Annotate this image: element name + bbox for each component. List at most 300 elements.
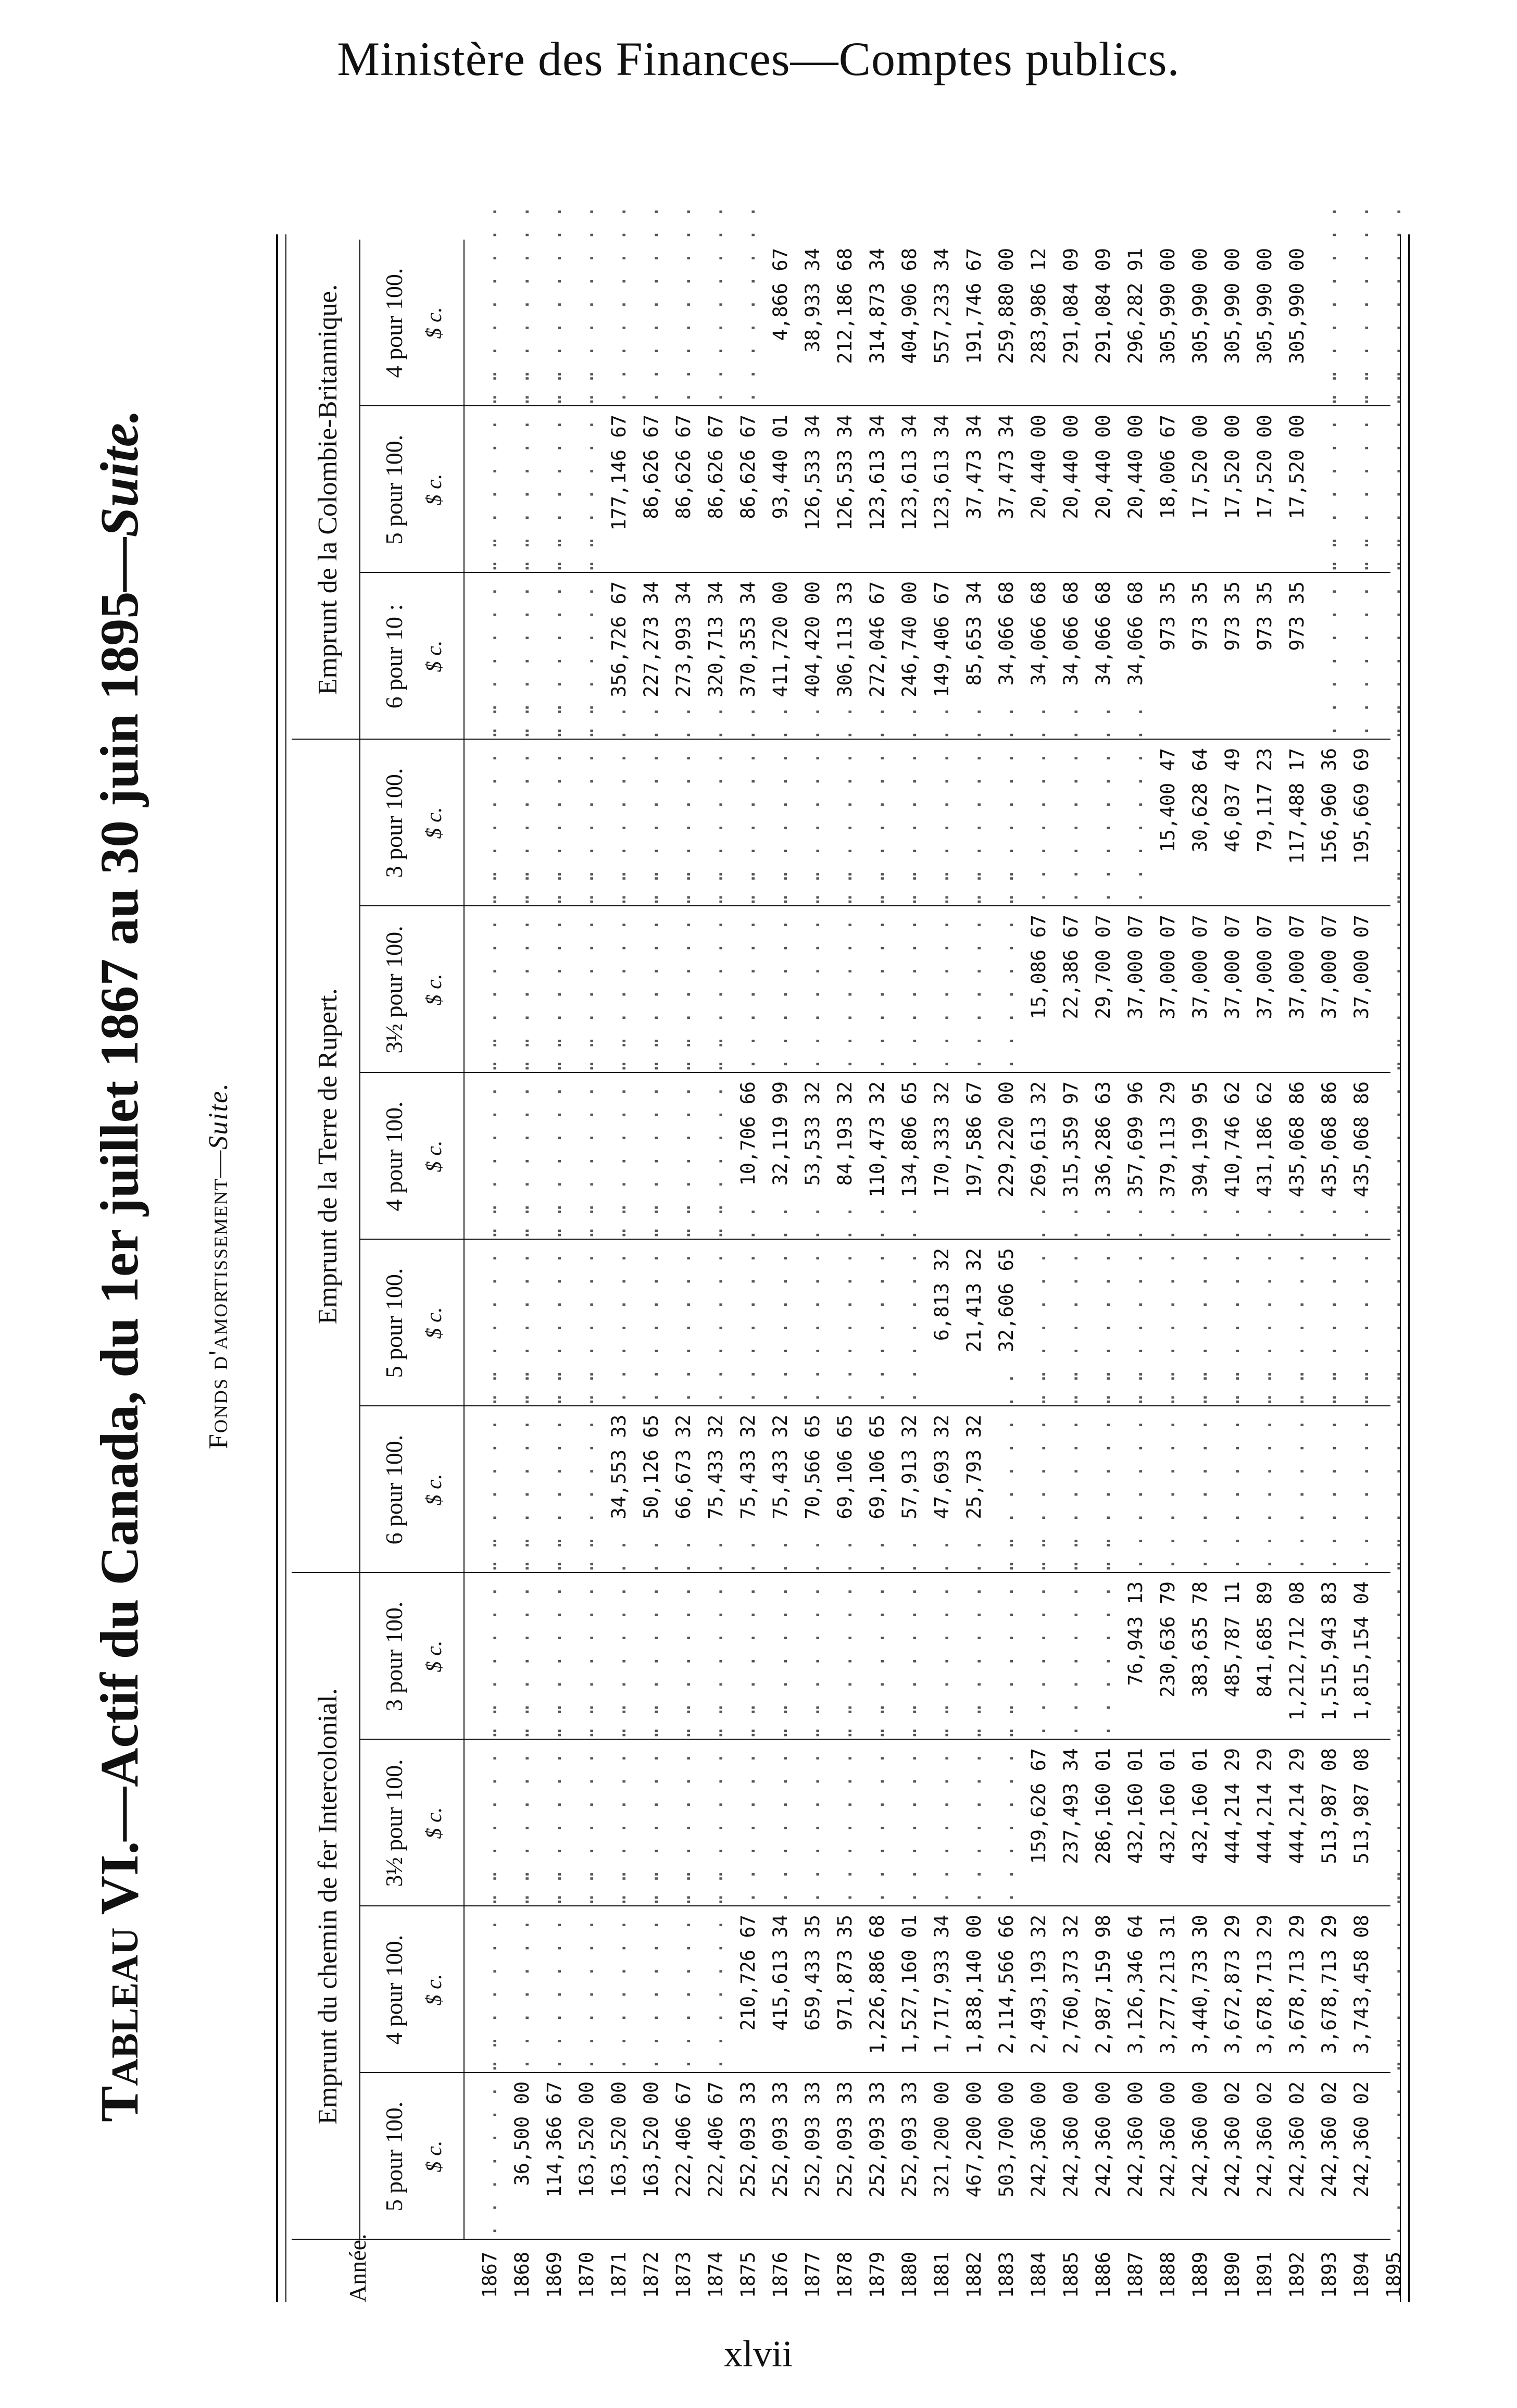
table-cell: . . . . . . . . . bbox=[995, 706, 1018, 903]
table-cell: . . . . . . . . . bbox=[575, 372, 598, 570]
table-cell: . . . . . . . . . bbox=[543, 1039, 566, 1237]
table-cell: 252,093 33 bbox=[769, 2081, 792, 2198]
table-cell: 6,813 32 bbox=[931, 1248, 953, 1341]
table-cell: . . . . . . . . . bbox=[1383, 372, 1405, 570]
table-cell: . . . . . . . . . bbox=[1383, 1706, 1405, 1903]
table-cell: . . . . . . . . . bbox=[801, 1706, 824, 1903]
year-cell: 1875 bbox=[737, 2251, 759, 2298]
table-cell: . . . . . . . . . bbox=[963, 1706, 985, 1903]
table-cell: 163,520 00 bbox=[608, 2081, 630, 2198]
title-main: —Actif du Canada, du 1er juillet 1867 au 30 juin 1895— bbox=[90, 537, 149, 1841]
table-cell: 3,126,346 64 bbox=[1124, 1915, 1147, 2054]
table-cell: 410,746 62 bbox=[1221, 1081, 1244, 1197]
table-cell: 415,613 34 bbox=[769, 1915, 792, 2031]
table-cell: . . . . . . . . . bbox=[705, 1206, 727, 1403]
table-cell: . . . . . . . . . bbox=[1027, 1373, 1050, 1570]
year-cell: 1880 bbox=[898, 2251, 921, 2298]
table-cell: . . . . . . . . . bbox=[1383, 206, 1405, 403]
table-cell: . . . . . . . . . bbox=[995, 872, 1018, 1070]
table-cell: . . . . . . . . . bbox=[1124, 706, 1147, 903]
table-cell: 20,440 00 bbox=[1027, 415, 1050, 519]
year-cell: 1873 bbox=[672, 2251, 695, 2298]
table-cell: . . . . . . . . . bbox=[931, 1539, 953, 1737]
table-cell: 242,360 00 bbox=[1027, 2081, 1050, 2198]
table-cell: 191,746 67 bbox=[963, 248, 985, 364]
table-cell: . . . . . . . . . bbox=[608, 1206, 630, 1403]
table-cell: 2,760,373 32 bbox=[1060, 1915, 1082, 2054]
table-cell: 432,160 01 bbox=[1189, 1748, 1211, 1864]
table-cell: . . . . . . . . . bbox=[479, 1373, 501, 1570]
table-cell: 291,084 09 bbox=[1060, 248, 1082, 364]
table-cell: . . . . . . . . . bbox=[995, 1373, 1018, 1570]
column-header: 4 pour 100. bbox=[381, 1935, 407, 2045]
table-cell: 37,000 07 bbox=[1221, 915, 1244, 1019]
table-cell: . . . . . . . . . bbox=[672, 706, 695, 903]
table-cell: . . . . . . . . . bbox=[479, 1873, 501, 2070]
table-cell: 314,873 34 bbox=[866, 248, 888, 364]
table-cell: . . . . . . . . . bbox=[1221, 1206, 1244, 1403]
table-cell: 197,586 67 bbox=[963, 1081, 985, 1197]
table-cell: 4,866 67 bbox=[769, 248, 792, 341]
table-cell: . . . . . . . . . bbox=[866, 1706, 888, 1903]
table-cell: 242,360 02 bbox=[1221, 2081, 1244, 2198]
data-table bbox=[292, 206, 1405, 2302]
table-cell: . . . . . . . . . bbox=[511, 1206, 533, 1403]
table-cell: 170,333 32 bbox=[931, 1081, 953, 1197]
table-cell: . . . . . . . . . bbox=[1350, 539, 1373, 737]
table-cell: . . . . . . . . . bbox=[543, 706, 566, 903]
table-cell: 3,743,458 08 bbox=[1350, 1915, 1373, 2054]
table-cell: 444,214 29 bbox=[1221, 1748, 1244, 1864]
unit-label: $ c. bbox=[422, 974, 446, 1006]
table-cell: 3,678,713 29 bbox=[1253, 1915, 1276, 2054]
year-cell: 1891 bbox=[1253, 2251, 1276, 2298]
table-cell: 69,106 65 bbox=[866, 1415, 888, 1519]
table-cell: 1,717,933 34 bbox=[931, 1915, 953, 2054]
table-cell: . . . . . . . . . bbox=[543, 872, 566, 1070]
table-cell: . . . . . . . . . bbox=[575, 1039, 598, 1237]
unit-label: $ c. bbox=[422, 1807, 446, 1839]
table-cell: . . . . . . . . . bbox=[737, 1206, 759, 1403]
table-subtitle bbox=[203, 161, 234, 2370]
table-cell: . . . . . . . . . bbox=[1350, 206, 1373, 403]
table-cell: . . . . . . . . . bbox=[640, 706, 662, 903]
table-cell: 37,000 07 bbox=[1189, 915, 1211, 1019]
table-cell: . . . . . . . . . bbox=[511, 872, 533, 1070]
table-cell: 305,990 00 bbox=[1286, 248, 1308, 364]
table-cell: . . . . . . . . . bbox=[543, 1706, 566, 1903]
table-cell: 123,613 34 bbox=[898, 415, 921, 531]
year-cell: 1894 bbox=[1350, 2251, 1373, 2298]
table-cell: . . . . . . . . . bbox=[1253, 1373, 1276, 1570]
table-cell: . . . . . . . . . bbox=[672, 1039, 695, 1237]
table-cell: . . . . . . . . . bbox=[479, 1206, 501, 1403]
table-cell: . . . . . . . . . bbox=[543, 1373, 566, 1570]
column-header: 5 pour 100. bbox=[381, 2101, 407, 2212]
table-cell: 20,440 00 bbox=[1060, 415, 1082, 519]
table-cell: . . . . . . . . . bbox=[1350, 372, 1373, 570]
group-rule bbox=[359, 1573, 360, 2240]
table-cell: 15,400 47 bbox=[1157, 748, 1179, 853]
table-cell: 286,160 01 bbox=[1092, 1748, 1114, 1864]
table-cell: . . . . . . . . . bbox=[672, 1873, 695, 2070]
table-cell: 177,146 67 bbox=[608, 415, 630, 531]
table-cell: 17,520 00 bbox=[1253, 415, 1276, 519]
table-cell: 272,046 67 bbox=[866, 581, 888, 697]
table-cell: . . . . . . . . . bbox=[931, 1706, 953, 1903]
table-cell: 394,199 95 bbox=[1189, 1081, 1211, 1197]
year-cell: 1892 bbox=[1286, 2251, 1308, 2298]
table-cell: . . . . . . . . . bbox=[1092, 1373, 1114, 1570]
table-cell: 37,000 07 bbox=[1157, 915, 1179, 1019]
table-cell: 126,533 34 bbox=[834, 415, 856, 531]
table-cell: . . . . . . . . . bbox=[479, 2039, 501, 2237]
table-cell: 273,993 34 bbox=[672, 581, 695, 697]
table-cell: 84,193 32 bbox=[834, 1081, 856, 1186]
table-cell: . . . . . . . . . bbox=[995, 1539, 1018, 1737]
table-cell: 25,793 32 bbox=[963, 1415, 985, 1519]
table-cell: 1,226,886 68 bbox=[866, 1915, 888, 2054]
table-cell: . . . . . . . . . bbox=[511, 206, 533, 403]
unit-label: $ c. bbox=[422, 2140, 446, 2173]
group-rule bbox=[359, 740, 360, 1573]
year-cell: 1884 bbox=[1027, 2251, 1050, 2298]
table-cell: 242,360 00 bbox=[1092, 2081, 1114, 2198]
table-cell: 123,613 34 bbox=[866, 415, 888, 531]
table-cell: . . . . . . . . . bbox=[1027, 1539, 1050, 1737]
table-cell: . . . . . . . . . bbox=[866, 706, 888, 903]
table-cell: . . . . . . . . . bbox=[866, 1539, 888, 1737]
table-cell: . . . . . . . . . bbox=[963, 706, 985, 903]
table-cell: . . . . . . . . . bbox=[1060, 1539, 1082, 1737]
table-cell: . . . . . . . . . bbox=[608, 1706, 630, 1903]
table-cell: 212,186 68 bbox=[834, 248, 856, 364]
table-cell: 34,066 68 bbox=[995, 581, 1018, 686]
table-cell: . . . . . . . . . bbox=[1124, 1206, 1147, 1403]
table-cell: . . . . . . . . . bbox=[931, 706, 953, 903]
table-cell: . . . . . . . . . bbox=[1027, 706, 1050, 903]
table-cell: 30,628 64 bbox=[1189, 748, 1211, 853]
table-cell: 2,493,193 32 bbox=[1027, 1915, 1050, 2054]
table-cell: . . . . . . . . . bbox=[769, 1206, 792, 1403]
table-cell: . . . . . . . . . bbox=[672, 1706, 695, 1903]
rotated-table-page bbox=[0, 161, 1458, 2370]
table-cell: . . . . . . . . . bbox=[866, 872, 888, 1070]
table-cell: 195,669 69 bbox=[1350, 748, 1373, 864]
table-cell: . . . . . . . . . bbox=[834, 706, 856, 903]
year-cell: 1870 bbox=[575, 2251, 598, 2298]
table-cell: 93,440 01 bbox=[769, 415, 792, 519]
table-cell: 296,282 91 bbox=[1124, 248, 1147, 364]
table-cell: 32,119 99 bbox=[769, 1081, 792, 1186]
table-cell: . . . . . . . . . bbox=[1221, 1373, 1244, 1570]
column-rule bbox=[359, 2072, 1390, 2073]
table-cell: 149,406 67 bbox=[931, 581, 953, 697]
table-cell: . . . . . . . . . bbox=[705, 1039, 727, 1237]
table-cell: . . . . . . . . . bbox=[737, 206, 759, 403]
table-cell: 435,068 86 bbox=[1318, 1081, 1340, 1197]
table-cell: 432,160 01 bbox=[1157, 1748, 1179, 1864]
table-cell: . . . . . . . . . bbox=[511, 539, 533, 737]
table-cell: . . . . . . . . . bbox=[1318, 539, 1340, 737]
table-cell: 17,520 00 bbox=[1221, 415, 1244, 519]
table-cell: . . . . . . . . . bbox=[834, 1539, 856, 1737]
table-cell: 841,685 89 bbox=[1253, 1581, 1276, 1698]
table-cell: . . . . . . . . . bbox=[1124, 1373, 1147, 1570]
table-cell: . . . . . . . . . bbox=[1189, 1206, 1211, 1403]
year-cell: 1871 bbox=[608, 2251, 630, 2298]
table-cell: 444,214 29 bbox=[1253, 1748, 1276, 1864]
table-cell: . . . . . . . . . bbox=[1027, 1206, 1050, 1403]
table-cell: 485,787 11 bbox=[1221, 1581, 1244, 1698]
table-cell: . . . . . . . . . bbox=[705, 706, 727, 903]
table-cell: 370,353 34 bbox=[737, 581, 759, 697]
table-cell: 10,706 66 bbox=[737, 1081, 759, 1186]
table-cell: . . . . . . . . . bbox=[1383, 1373, 1405, 1570]
table-cell: 18,006 67 bbox=[1157, 415, 1179, 519]
table-cell: . . . . . . . . . bbox=[769, 1706, 792, 1903]
year-cell: 1895 bbox=[1383, 2251, 1405, 2298]
table-cell: . . . . . . . . . bbox=[1157, 1206, 1179, 1403]
table-cell: 973 35 bbox=[1221, 581, 1244, 651]
table-cell: . . . . . . . . . bbox=[1189, 1373, 1211, 1570]
table-cell: . . . . . . . . . bbox=[1286, 1206, 1308, 1403]
table-cell: 86,626 67 bbox=[705, 415, 727, 519]
table-cell: . . . . . . . . . bbox=[575, 539, 598, 737]
table-cell: . . . . . . . . . bbox=[1350, 1206, 1373, 1403]
table-cell: 37,000 07 bbox=[1124, 915, 1147, 1019]
year-cell: 1879 bbox=[866, 2251, 888, 2298]
table-cell: 222,406 67 bbox=[672, 2081, 695, 2198]
table-cell: . . . . . . . . . bbox=[1383, 1539, 1405, 1737]
table-cell: . . . . . . . . . bbox=[640, 1039, 662, 1237]
table-cell: 357,699 96 bbox=[1124, 1081, 1147, 1197]
table-cell: . . . . . . . . . bbox=[511, 1373, 533, 1570]
table-cell: . . . . . . . . . bbox=[705, 872, 727, 1070]
table-cell: . . . . . . . . . bbox=[1060, 1373, 1082, 1570]
table-cell: . . . . . . . . . bbox=[1318, 372, 1340, 570]
table-cell: . . . . . . . . . bbox=[705, 1873, 727, 2070]
table-cell: 15,086 67 bbox=[1027, 915, 1050, 1019]
table-cell: 3,672,873 29 bbox=[1221, 1915, 1244, 2054]
table-cell: 37,000 07 bbox=[1286, 915, 1308, 1019]
table-cell: . . . . . . . . . bbox=[995, 1706, 1018, 1903]
table-cell: 283,986 12 bbox=[1027, 248, 1050, 364]
table-cell: . . . . . . . . . bbox=[898, 872, 921, 1070]
table-cell: 242,360 02 bbox=[1286, 2081, 1308, 2198]
table-cell: . . . . . . . . . bbox=[1253, 1206, 1276, 1403]
table-cell: 57,913 32 bbox=[898, 1415, 921, 1519]
column-header: 6 pour 100. bbox=[381, 1434, 407, 1545]
unit-label: $ c. bbox=[422, 807, 446, 839]
table-cell: 70,566 65 bbox=[801, 1415, 824, 1519]
table-cell: . . . . . . . . . bbox=[898, 1706, 921, 1903]
table-cell: 36,500 00 bbox=[511, 2081, 533, 2186]
table-cell: 163,520 00 bbox=[575, 2081, 598, 2198]
table-cell: . . . . . . . . . bbox=[608, 1873, 630, 2070]
table-cell: . . . . . . . . . bbox=[1350, 1373, 1373, 1570]
table-title bbox=[89, 161, 151, 2370]
table-cell: 1,515,943 83 bbox=[1318, 1581, 1340, 1721]
year-cell: 1881 bbox=[931, 2251, 953, 2298]
table-cell: . . . . . . . . . bbox=[479, 1039, 501, 1237]
table-cell: 46,037 49 bbox=[1221, 748, 1244, 853]
table-cell: . . . . . . . . . bbox=[640, 206, 662, 403]
table-cell: . . . . . . . . . bbox=[479, 706, 501, 903]
year-cell: 1878 bbox=[834, 2251, 856, 2298]
page-number: xlvii bbox=[724, 2333, 793, 2375]
table-cell: 411,720 00 bbox=[769, 581, 792, 697]
table-cell: 53,533 32 bbox=[801, 1081, 824, 1186]
table-cell: . . . . . . . . . bbox=[866, 1206, 888, 1403]
table-cell: . . . . . . . . . bbox=[705, 206, 727, 403]
table-cell: 305,990 00 bbox=[1157, 248, 1179, 364]
table-cell: 513,987 08 bbox=[1318, 1748, 1340, 1864]
table-cell: 242,360 00 bbox=[1060, 2081, 1082, 2198]
table-cell: 75,433 32 bbox=[737, 1415, 759, 1519]
table-cell: . . . . . . . . . bbox=[575, 1706, 598, 1903]
table-cell: . . . . . . . . . bbox=[575, 872, 598, 1070]
table-cell: 252,093 33 bbox=[737, 2081, 759, 2198]
column-header: 4 pour 100. bbox=[381, 268, 407, 378]
table-cell: 37,473 34 bbox=[995, 415, 1018, 519]
table-cell: . . . . . . . . . bbox=[737, 872, 759, 1070]
table-cell: 229,220 00 bbox=[995, 1081, 1018, 1197]
table-cell: . . . . . . . . . bbox=[1060, 706, 1082, 903]
table-cell: . . . . . . . . . bbox=[769, 706, 792, 903]
unit-label: $ c. bbox=[422, 640, 446, 672]
table-cell: 123,613 34 bbox=[931, 415, 953, 531]
table-cell: 20,440 00 bbox=[1092, 415, 1114, 519]
table-cell: 252,093 33 bbox=[801, 2081, 824, 2198]
table-cell: . . . . . . . . . bbox=[543, 1873, 566, 2070]
table-cell: 252,093 33 bbox=[834, 2081, 856, 2198]
table-cell: 34,553 33 bbox=[608, 1415, 630, 1519]
table-cell: . . . . . . . . . bbox=[1383, 2039, 1405, 2237]
title-caps: Tableau VI. bbox=[90, 1841, 149, 2122]
table-cell: 79,117 23 bbox=[1253, 748, 1276, 853]
table-cell: 29,700 07 bbox=[1092, 915, 1114, 1019]
table-cell: . . . . . . . . . bbox=[608, 872, 630, 1070]
table-cell: 34,066 68 bbox=[1027, 581, 1050, 686]
table-cell: . . . . . . . . . bbox=[1383, 1873, 1405, 2070]
table-cell: . . . . . . . . . bbox=[931, 872, 953, 1070]
year-cell: 1876 bbox=[769, 2251, 792, 2298]
unit-label: $ c. bbox=[422, 1974, 446, 2006]
table-cell: . . . . . . . . . bbox=[963, 1539, 985, 1737]
table-cell: 3,440,733 30 bbox=[1189, 1915, 1211, 2054]
table-cell: . . . . . . . . . bbox=[801, 1539, 824, 1737]
table-cell: . . . . . . . . . bbox=[479, 1706, 501, 1903]
table-cell: 159,626 67 bbox=[1027, 1748, 1050, 1864]
table-cell: 242,360 02 bbox=[1253, 2081, 1276, 2198]
group-header: Emprunt du chemin de fer Intercolonial. bbox=[313, 1688, 343, 2125]
table-cell: . . . . . . . . . bbox=[575, 1373, 598, 1570]
year-cell: 1888 bbox=[1157, 2251, 1179, 2298]
table-cell: 431,186 62 bbox=[1253, 1081, 1276, 1197]
table-cell: . . . . . . . . . bbox=[479, 206, 501, 403]
table-cell: 435,068 86 bbox=[1286, 1081, 1308, 1197]
table-cell: 383,635 78 bbox=[1189, 1581, 1211, 1698]
year-cell: 1893 bbox=[1318, 2251, 1340, 2298]
table-cell: 557,233 34 bbox=[931, 248, 953, 364]
table-cell: 47,693 32 bbox=[931, 1415, 953, 1519]
table-cell: 37,000 07 bbox=[1318, 915, 1340, 1019]
table-cell: . . . . . . . . . bbox=[640, 1206, 662, 1403]
table-cell: . . . . . . . . . bbox=[543, 539, 566, 737]
year-header: Année. bbox=[344, 2234, 371, 2302]
table-cell: . . . . . . . . . bbox=[575, 1206, 598, 1403]
table-cell: 432,160 01 bbox=[1124, 1748, 1147, 1864]
table-cell: 404,906 68 bbox=[898, 248, 921, 364]
table-cell: . . . . . . . . . bbox=[963, 872, 985, 1070]
table-cell: 973 35 bbox=[1189, 581, 1211, 651]
table-cell: . . . . . . . . . bbox=[1092, 706, 1114, 903]
table-cell: 1,815,154 04 bbox=[1350, 1581, 1373, 1721]
table-cell: . . . . . . . . . bbox=[511, 1539, 533, 1737]
table-cell: 66,673 32 bbox=[672, 1415, 695, 1519]
table-cell: 242,360 02 bbox=[1318, 2081, 1340, 2198]
table-cell: 252,093 33 bbox=[898, 2081, 921, 2198]
table-cell: 86,626 67 bbox=[672, 415, 695, 519]
table-cell: . . . . . . . . . bbox=[1318, 1373, 1340, 1570]
table-cell: 315,359 97 bbox=[1060, 1081, 1082, 1197]
table-cell: 467,200 00 bbox=[963, 2081, 985, 2198]
year-column-rule bbox=[292, 2239, 1390, 2240]
table-cell: 971,873 35 bbox=[834, 1915, 856, 2031]
table-cell: 2,114,566 66 bbox=[995, 1915, 1018, 2054]
table-cell: . . . . . . . . . bbox=[608, 706, 630, 903]
column-header: 3 pour 100. bbox=[381, 768, 407, 878]
unit-label: $ c. bbox=[422, 1474, 446, 1506]
unit-label: $ c. bbox=[422, 1640, 446, 1673]
table-cell: . . . . . . . . . bbox=[834, 1206, 856, 1403]
column-header: 3½ pour 100. bbox=[381, 926, 407, 1054]
table-cell: . . . . . . . . . bbox=[575, 1539, 598, 1737]
table-cell: 659,433 35 bbox=[801, 1915, 824, 2031]
table-cell: 210,726 67 bbox=[737, 1915, 759, 2031]
table-cell: 17,520 00 bbox=[1286, 415, 1308, 519]
column-header: 3½ pour 100. bbox=[381, 1759, 407, 1887]
table-cell: . . . . . . . . . bbox=[511, 706, 533, 903]
year-cell: 1886 bbox=[1092, 2251, 1114, 2298]
table-cell: 3,678,713 29 bbox=[1286, 1915, 1308, 2054]
table-cell: . . . . . . . . . bbox=[705, 1706, 727, 1903]
table-cell: 252,093 33 bbox=[866, 2081, 888, 2198]
table-cell: 242,360 02 bbox=[1350, 2081, 1373, 2198]
table-cell: 1,212,712 08 bbox=[1286, 1581, 1308, 1721]
table-cell: . . . . . . . . . bbox=[575, 1873, 598, 2070]
table-cell: 444,214 29 bbox=[1286, 1748, 1308, 1864]
table-cell: 50,126 65 bbox=[640, 1415, 662, 1519]
table-cell: 32,606 65 bbox=[995, 1248, 1018, 1353]
column-header: 5 pour 100. bbox=[381, 434, 407, 545]
table-cell: 117,488 17 bbox=[1286, 748, 1308, 864]
table-cell: . . . . . . . . . bbox=[834, 872, 856, 1070]
table-cell: 22,386 67 bbox=[1060, 915, 1082, 1019]
table-cell: . . . . . . . . . bbox=[1383, 539, 1405, 737]
unit-label: $ c. bbox=[422, 473, 446, 506]
table-cell: 230,636 79 bbox=[1157, 1581, 1179, 1698]
table-cell: . . . . . . . . . bbox=[672, 1206, 695, 1403]
table-cell: 34,066 68 bbox=[1124, 581, 1147, 686]
subtitle-suffix: Suite. bbox=[204, 1082, 233, 1150]
table-cell: 21,413 32 bbox=[963, 1248, 985, 1353]
table-cell: 503,700 00 bbox=[995, 2081, 1018, 2198]
table-cell: . . . . . . . . . bbox=[1092, 1539, 1114, 1737]
group-rule bbox=[359, 240, 360, 740]
table-cell: 237,493 34 bbox=[1060, 1748, 1082, 1864]
